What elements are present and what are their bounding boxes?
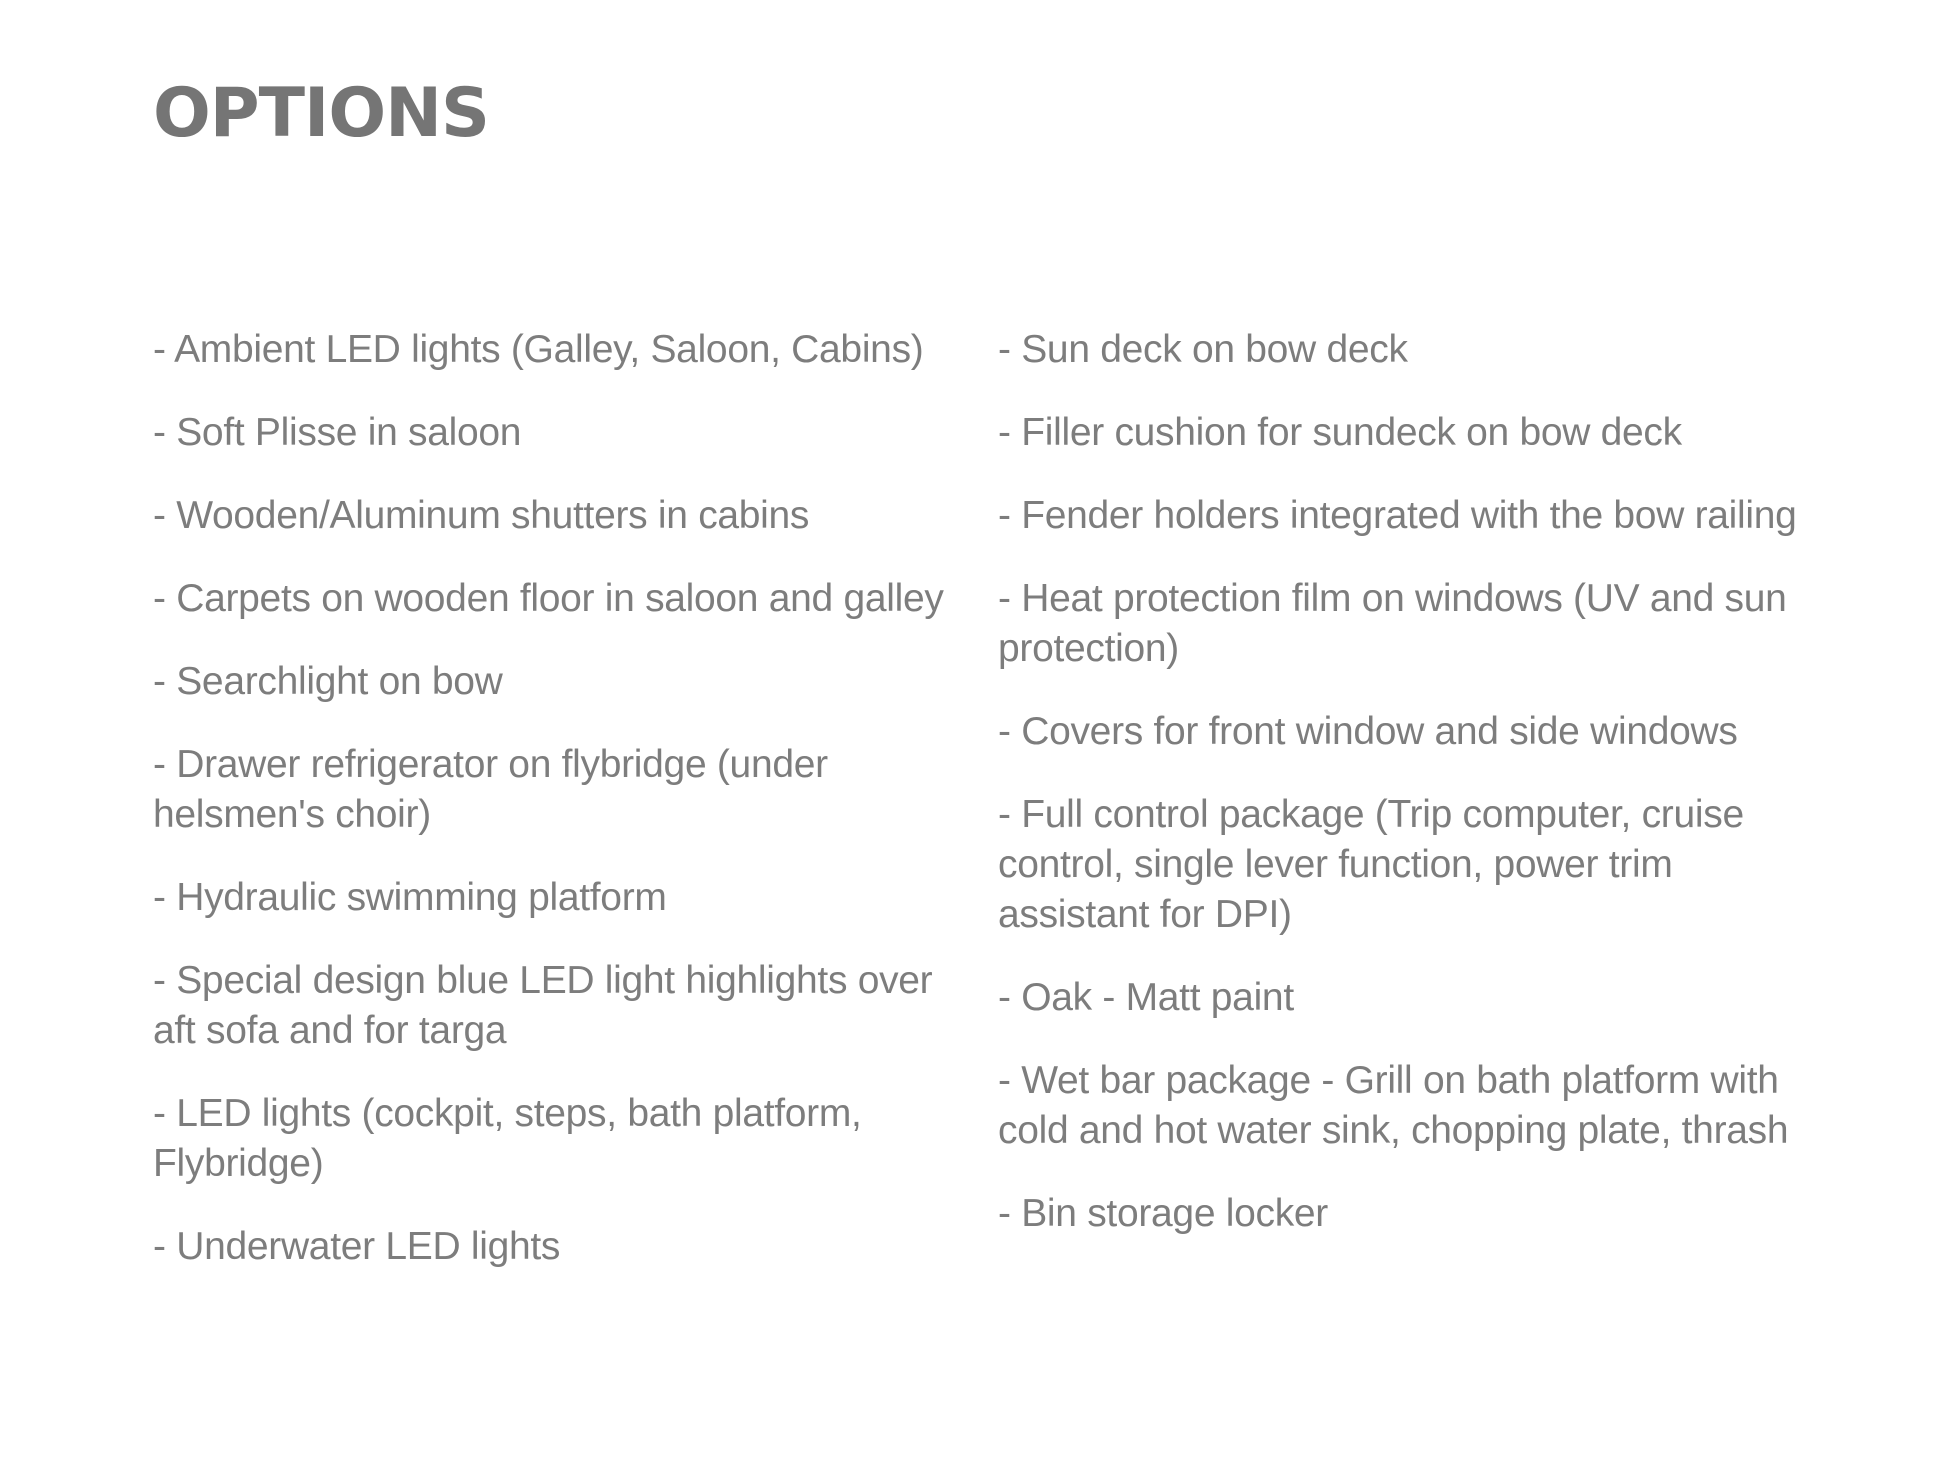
option-item: - Oak - Matt paint: [998, 976, 1294, 1019]
option-item: - Ambient LED lights (Galley, Saloon, Cabins): [153, 328, 924, 371]
option-item: - Sun deck on bow deck: [998, 328, 1408, 371]
option-item: - Underwater LED lights: [153, 1225, 561, 1268]
options-list-right: [998, 325, 1818, 1272]
option-item: - Covers for front window and side windows: [998, 710, 1738, 753]
option-item: - Filler cushion for sundeck on bow deck: [998, 411, 1682, 454]
page-title: OPTIONS: [153, 74, 490, 153]
option-item: - Fender holders integrated with the bow railing: [998, 494, 1797, 537]
option-item: - Wooden/Aluminum shutters in cabins: [153, 494, 810, 537]
option-item: - Heat protection film on windows (UV and sun protection): [998, 577, 1787, 670]
option-item: - LED lights (cockpit, steps, bath platform, Flybridge): [153, 1092, 862, 1185]
option-item: - Soft Plisse in saloon: [153, 411, 522, 454]
option-item: - Drawer refrigerator on flybridge (under helsmen's choir): [153, 743, 828, 836]
option-item: - Hydraulic swimming platform: [153, 876, 667, 919]
option-item: - Special design blue LED light highlights over aft sofa and for targa: [153, 959, 933, 1052]
option-item: - Searchlight on bow: [153, 660, 503, 703]
option-item: - Carpets on wooden floor in saloon and galley: [153, 577, 944, 620]
options-list-left: [153, 325, 953, 1305]
option-item: - Wet bar package - Grill on bath platform with cold and hot water sink, chopping plate, thrash: [998, 1059, 1789, 1152]
option-item: - Full control package (Trip computer, cruise control, single lever function, power trim assistant for DPI): [998, 793, 1744, 936]
option-item: - Bin storage locker: [998, 1192, 1328, 1235]
